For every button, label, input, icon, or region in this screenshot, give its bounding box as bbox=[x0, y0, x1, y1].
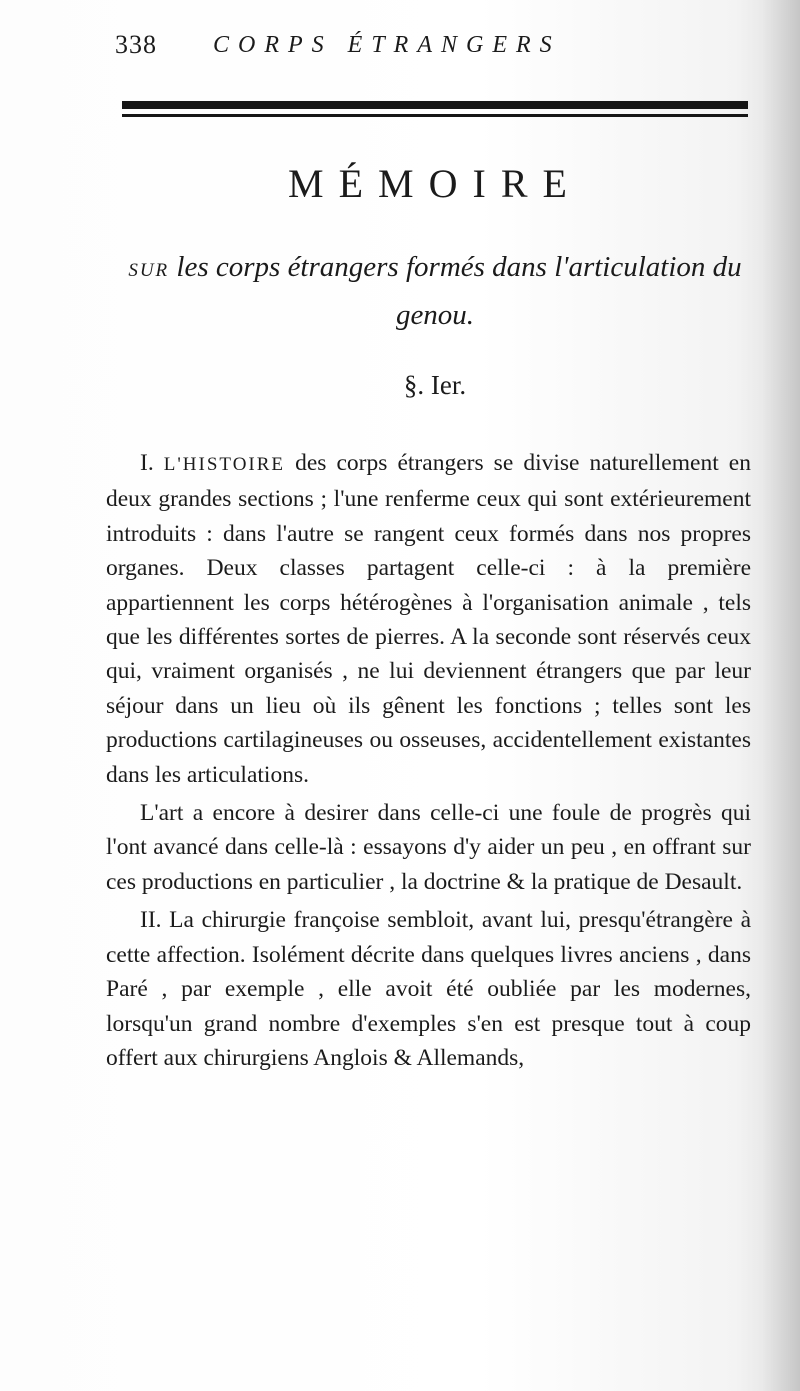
body-text bbox=[106, 446, 751, 1075]
page-title: MÉMOIRE bbox=[288, 161, 582, 206]
paragraph-number: I. bbox=[140, 450, 154, 476]
subtitle-lead: SUR bbox=[128, 260, 170, 281]
running-header bbox=[115, 30, 735, 64]
section-heading: §. Ier. bbox=[403, 370, 467, 400]
paragraph-text: L'art a encore à desirer dans celle-ci une foule de progrès qui l'ont avancé dans celle-là : essayons d'y aider un peu , en offrant sur ces productions en particulier , la doctrine & la pratique de Desault. bbox=[106, 800, 751, 895]
paragraph-number: II. bbox=[140, 907, 162, 934]
paragraph-text: La chirurgie françoise sembloit, avant lui, presqu'étrangère à cette affection. Isolément décrite dans quelques livres anciens , dans Paré , par exemple , elle avoit été oubliée par les modernes, lorsqu'un grand nombre d'exemples s'en est presque tout à coup offert aux chirurgiens Anglois & Allemands, bbox=[106, 907, 752, 1071]
subtitle-text: les corps étrangers formés dans l'articulation du genou. bbox=[176, 251, 742, 331]
paragraph-lead: L'HISTOIRE bbox=[163, 454, 286, 475]
paragraph-text: des corps étrangers se divise naturellement en deux grandes sections ; l'une renferme ceux qui sont extérieurement introduits : dans l'autre se rangent ceux formés dans nos propres organes. Deux classes partagent celle-ci : à la première appartiennent les corps hétérogènes à l'organisation animale , tels que les différentes sortes de pierres. A la seconde sont réservés ceux qui, vraiment organisés , ne lui deviennent étrangers que par leur séjour dans un lieu où ils gênent les fonctions ; telles sont les productions cartilagineuses ou osseuses, accidentellement existantes dans les articulations. bbox=[106, 450, 751, 788]
paragraph-1 bbox=[106, 446, 751, 792]
header-rule-thick bbox=[122, 101, 748, 109]
page-number: 338 bbox=[115, 30, 157, 59]
subtitle bbox=[120, 245, 750, 337]
paragraph-3 bbox=[106, 903, 751, 1075]
header-rule-thin bbox=[122, 114, 748, 117]
running-title: CORPS ÉTRANGERS bbox=[213, 32, 561, 58]
page-edge-shadow bbox=[762, 0, 800, 1391]
paragraph-2 bbox=[106, 796, 751, 899]
